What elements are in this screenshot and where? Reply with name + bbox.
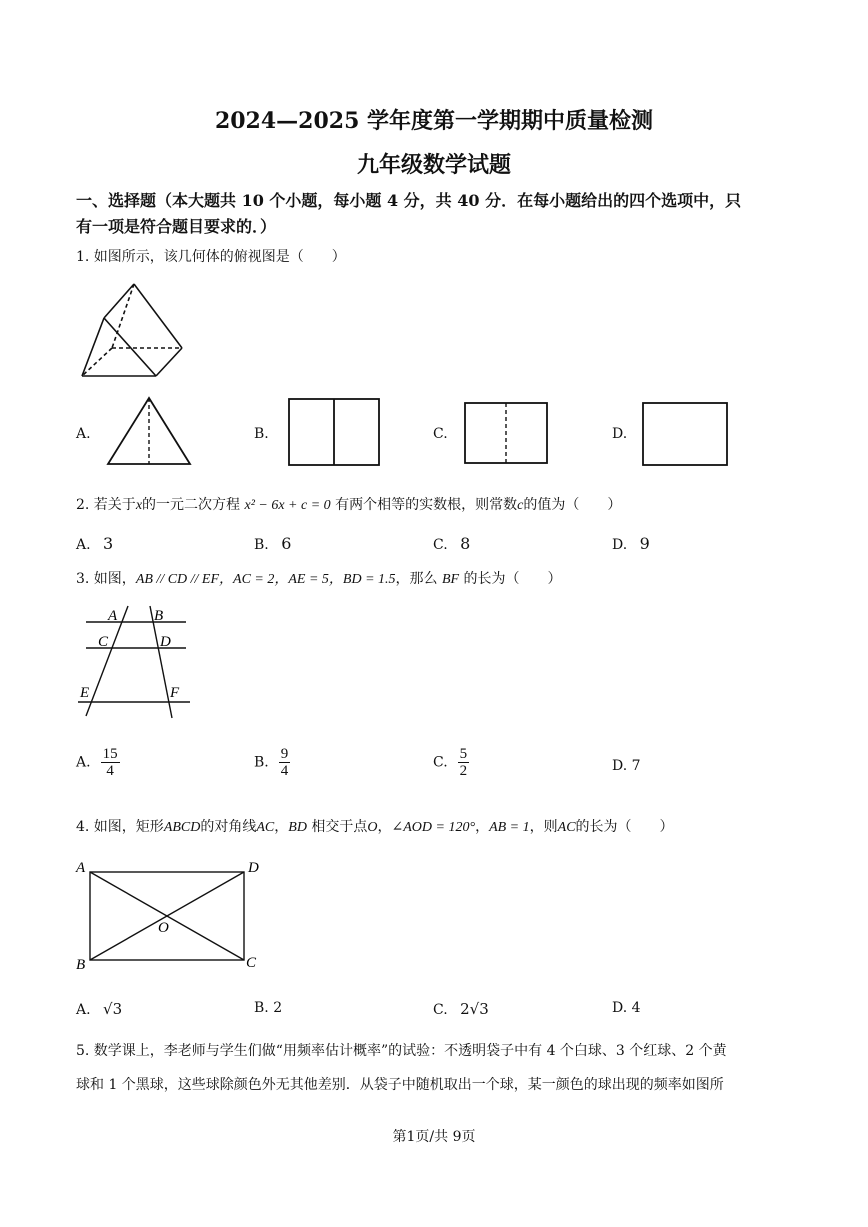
q2-post: 有两个相等的实数根，则常数 xyxy=(335,497,518,513)
q4-option-b: B. 2 xyxy=(254,1000,283,1016)
q3-tail: 的长为（ ） xyxy=(459,571,562,587)
q4-label-a: A xyxy=(76,860,86,876)
q4-label-d: D xyxy=(248,860,259,876)
q4-label-c: C xyxy=(246,955,257,971)
q3-target: BF xyxy=(441,572,460,587)
q1-option-b-label: B. xyxy=(254,426,269,442)
q3-label-f: F xyxy=(170,685,180,701)
q3-pre: 3. 如图， xyxy=(76,571,136,587)
question-3-parallel-lines-figure xyxy=(76,604,196,720)
question-5-line1: 5. 数学课上，李老师与学生们做“用频率估计概率”的试验：不透明袋子中有 4 个白球、3 个红球、2 个黄 xyxy=(76,1043,727,1059)
q1-option-a-label: A. xyxy=(76,426,91,442)
q2-option-d: D. 9 xyxy=(612,534,650,553)
q3-option-b: B. $\frac{9}{4}$ xyxy=(254,746,289,779)
question-5-line2: 球和 1 个黑球，这些球除颜色外无其他差别．从袋子中随机取出一个球，某一颜色的球出现的频率如图所 xyxy=(76,1077,724,1093)
q1-option-b-rectangle-figure xyxy=(288,398,380,466)
question-3-text xyxy=(76,568,562,588)
q2-var-c: c xyxy=(517,498,524,513)
question-2-text xyxy=(76,494,621,514)
q4-option-c: C. 2√3 xyxy=(433,1000,489,1018)
exam-subtitle: 九年级数学试题 xyxy=(356,152,511,178)
q4-option-a: A. √3 xyxy=(76,1000,123,1018)
exam-title: 2024—2025 学年度第一学期期中质量检测 xyxy=(214,108,654,134)
q4-label-b: B xyxy=(76,957,86,973)
q2-option-c: C. 8 xyxy=(433,534,471,553)
q4-label-o: O xyxy=(158,920,169,936)
q3-label-d: D xyxy=(160,634,171,650)
q3-label-b: B xyxy=(154,608,164,624)
q2-equation: x² − 6x + c = 0 xyxy=(244,498,331,513)
q2-mid: 的一元二次方程 xyxy=(142,497,241,513)
q3-option-a: A. $\frac{15}{4}$ xyxy=(76,746,118,779)
q1-option-d-rectangle-figure xyxy=(642,402,728,466)
q2-option-b: B. 6 xyxy=(254,534,292,553)
question-1-text: 1. 如图所示，该几何体的俯视图是（ ） xyxy=(76,249,346,265)
q2-var-x: x xyxy=(135,498,143,513)
q1-option-c-label: C. xyxy=(433,426,448,442)
page-footer: 第1页/共 9页 xyxy=(392,1129,476,1145)
q2-pre: 2. 若关于 xyxy=(76,497,136,513)
q3-label-e: E xyxy=(80,685,90,701)
q3-option-d: D. 7 xyxy=(612,758,641,774)
q2-tail: 的值为（ ） xyxy=(523,497,622,513)
q3-mid: ，那么 xyxy=(395,571,442,587)
question-4-text: 4. 如图，矩形ABCD的对角线AC，BD 相交于点O，∠AOD = 120°，AB = 1，则AC的长为（ ） xyxy=(76,819,674,835)
question-4-rectangle-figure xyxy=(74,856,270,974)
q3-label-a: A xyxy=(108,608,118,624)
q4-option-d: D. 4 xyxy=(612,1000,641,1016)
q1-option-a-triangle-figure xyxy=(106,396,192,466)
section-heading-line1: 一、选择题（本大题共 10 个小题，每小题 4 分，共 40 分．在每小题给出的四个选项中，只 xyxy=(76,191,742,210)
q1-option-c-rectangle-figure xyxy=(464,402,548,464)
q3-label-c: C xyxy=(98,634,109,650)
section-heading-line2: 有一项是符合题目要求的．） xyxy=(76,217,277,236)
q3-condition: AB // CD // EF，AC = 2，AE = 5，BD = 1.5 xyxy=(135,572,396,587)
question-1-solid-figure xyxy=(78,282,188,380)
q2-option-a: A. 3 xyxy=(76,534,114,553)
q1-option-d-label: D. xyxy=(612,426,628,442)
q3-option-c: C. $\frac{5}{2}$ xyxy=(433,746,468,779)
